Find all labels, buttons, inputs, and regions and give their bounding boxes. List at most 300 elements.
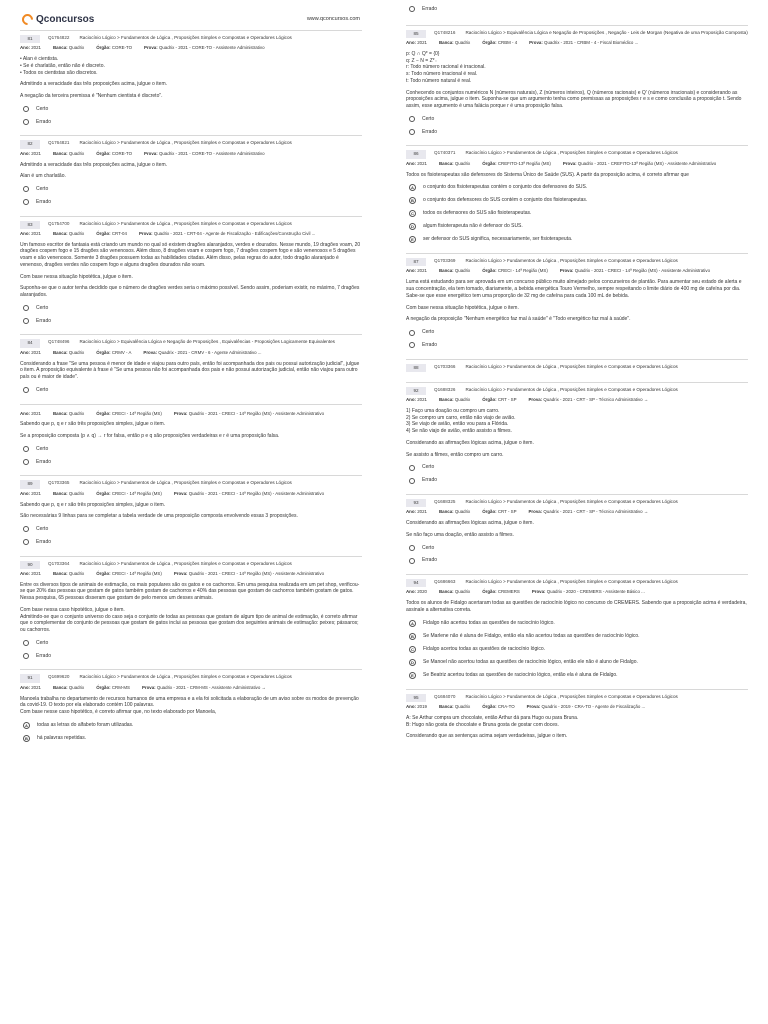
- meta-orgao-value: CRECI - 14ª Região (MS): [111, 490, 162, 496]
- answer-option[interactable]: [409, 236, 748, 243]
- question-id[interactable]: Q1686663: [434, 579, 456, 585]
- option-text: Errado: [36, 198, 52, 205]
- question-id[interactable]: Q1703364: [48, 560, 70, 566]
- meta-orgao[interactable]: Órgão: CORE-TO: [96, 45, 133, 51]
- question-number: 83: [20, 221, 40, 229]
- question-number: 95: [406, 694, 426, 702]
- radio-icon: [409, 330, 415, 336]
- meta-banca-value: Quadrix: [68, 230, 85, 236]
- option-text: Se Beatriz acertou todas as questões de raciocínio lógico, então ela é aluna de Fidalgo.: [423, 671, 618, 678]
- question-card: [20, 556, 362, 660]
- meta-ano-value: 2021: [417, 39, 427, 45]
- meta-prova-value: Quadrix - 2021 - CRECI - 14ª Região (MS) - Assistente Administrativo: [188, 410, 325, 416]
- answer-option[interactable]: [409, 672, 748, 679]
- question-number: 82: [20, 140, 40, 148]
- site-url: www.qconcursos.com: [306, 16, 360, 22]
- radio-icon: [409, 6, 415, 12]
- radio-icon: [23, 539, 29, 545]
- meta-orgao-value: CREFITO-13ª Região (MS): [497, 160, 551, 166]
- question-id[interactable]: Q1684070: [434, 693, 456, 699]
- question-id[interactable]: Q1688325: [434, 498, 456, 504]
- answer-option[interactable]: [23, 387, 362, 394]
- question-list-left: [20, 30, 362, 742]
- radio-icon: [23, 186, 29, 192]
- meta-prova-value: Quadrix - 2021 - CRM-MS - Assistente Administrativo →: [156, 684, 266, 690]
- question-text: Considerando as afirmações lógicas acima, julgue o item.: [406, 439, 534, 446]
- question-body: [20, 421, 362, 440]
- question-text: Admitindo a veracidade das três proposições acima, julgue o item.: [20, 161, 168, 168]
- meta-banca-value: Quadrix: [68, 349, 85, 355]
- meta-prova-value: Quadrix - 2021 - CORE-TO - Assistente Administrativo: [158, 150, 265, 156]
- page-header: [20, 0, 362, 30]
- meta-banca-value: Quadrix: [68, 684, 85, 690]
- question-subject[interactable]: Raciocínio Lógico > Equivalência Lógica e Negação de Proposições , Negação - Leis de Morgan (Negativa de uma Proposição Composta): [465, 29, 748, 35]
- meta-prova[interactable]: Prova: Quadrix - 2021 - CRECI - 14ª Região (MS) - Assistente Administrativo: [559, 268, 711, 274]
- question-header: [20, 339, 362, 347]
- answer-option[interactable]: [409, 557, 748, 564]
- question-text: Luma está estudando para ser aprovada em um concurso público muito almejado pelos concurseiros de plantão. Para aumentar seu estado de alerta e sua concentração, ela tem tomado, diariamente, a bebida energética Touro Vermelho, sempre respeitando o limite diário de 400 mg de cafeína por dia. Sabe-se que esse energético tem uma proporção de 32 mg de cafeína para cada 100 mL de bebida.: [406, 279, 742, 299]
- meta-ano: Ano: 2021: [20, 45, 41, 51]
- logo-text: Qconcursos: [36, 14, 95, 25]
- meta-ano-value: 2021: [31, 150, 41, 156]
- meta-orgao[interactable]: Órgão: CRMV - A: [96, 349, 132, 355]
- option-text: Se Marlene não é aluna de Fidalgo, então ela não acertou todas as questões de raciocínio lógico.: [423, 632, 640, 639]
- meta-ano: Ano: 2021: [20, 410, 41, 416]
- meta-banca-value: Quadrix: [68, 45, 85, 51]
- question-subject[interactable]: Raciocínio Lógico > Fundamentos de Lógica , Proposições Simples e Compostas e Operadores Lógicos: [465, 258, 678, 264]
- answer-option[interactable]: [23, 186, 362, 193]
- meta-prova-value: Quadrix - 2021 - CRT-04 - Agente de Fiscalização - Edificações/Construção Civil ...: [153, 230, 316, 236]
- question-header: [406, 258, 748, 266]
- answer-option[interactable]: [409, 223, 748, 230]
- meta-orgao-value: CREMERS: [497, 589, 520, 595]
- question-card: [20, 669, 362, 741]
- question-card: [406, 25, 748, 136]
- radio-icon: [23, 653, 29, 659]
- question-subject[interactable]: Raciocínio Lógico > Fundamentos de Lógica , Proposições Simples e Compostas e Operadores Lógicos: [79, 560, 292, 566]
- question-meta: [406, 40, 748, 46]
- meta-prova[interactable]: Prova: Quadrix - 2021 - CRECI - 14ª Região (MS) - Assistente Administrativo: [173, 490, 325, 496]
- meta-banca-value: Quadrix: [68, 410, 85, 416]
- meta-prova[interactable]: Prova: Quadrix - 2019 - CRA-TO - Agente de Fiscalização ...: [526, 703, 646, 709]
- meta-ano-value: 2019: [417, 703, 427, 709]
- option-text: Certo: [36, 526, 49, 533]
- question-id[interactable]: Q1748216: [434, 29, 456, 35]
- option-text: Certo: [422, 464, 435, 471]
- question-id[interactable]: Q1703366: [434, 363, 456, 369]
- option-text: Certo: [36, 639, 49, 646]
- meta-banca-value: Quadrix: [454, 589, 471, 595]
- question-text: Todos os fisioterapeutas são defensores do Sistema Único de Saúde (SUS). A partir da proposição acima, é correto afirmar que: [406, 171, 689, 178]
- meta-orgao[interactable]: Órgão: CRECI - 14ª Região (MS): [96, 490, 162, 496]
- answer-option[interactable]: [23, 446, 362, 453]
- question-body: [406, 51, 748, 110]
- question-card: [20, 475, 362, 545]
- meta-orgao-value: CRA-TO: [497, 703, 515, 709]
- question-number: 87: [406, 258, 426, 266]
- question-card: [406, 574, 748, 679]
- question-meta: [406, 589, 748, 595]
- question-body: [20, 56, 362, 100]
- answer-option[interactable]: [23, 318, 362, 325]
- meta-ano: Ano: 2019: [406, 703, 427, 709]
- option-text: Certo: [36, 386, 49, 393]
- meta-orgao-value: CRT - SP: [497, 397, 517, 402]
- right-column: [406, 0, 748, 1024]
- meta-banca[interactable]: Banca: Quadrix: [439, 703, 471, 709]
- question-text: Sabendo que p, q e r são três proposições simples, julgue o item.: [20, 421, 166, 428]
- meta-banca[interactable]: Banca: Quadrix: [439, 39, 471, 45]
- answer-option[interactable]: [409, 116, 748, 123]
- question-text: Se assisto a filmes, então compro um carro.: [406, 451, 504, 458]
- question-header: [20, 480, 362, 488]
- meta-orgao[interactable]: Órgão: CRT - SP: [482, 397, 517, 402]
- option-text: há palavras repetidas.: [37, 734, 87, 741]
- question-number: 91: [20, 674, 40, 682]
- answer-option[interactable]: [23, 539, 362, 546]
- meta-ano: Ano: 2021: [406, 160, 427, 166]
- question-id[interactable]: Q1764822: [48, 35, 70, 40]
- option-text: Certo: [422, 329, 435, 336]
- question-card: [20, 135, 362, 205]
- meta-prova[interactable]: Prova: Quadrix - 2021 - CORE-TO - Assistente Administrativo: [144, 45, 265, 51]
- meta-orgao[interactable]: Órgão: CRBM - 4: [482, 39, 518, 45]
- meta-orgao[interactable]: Órgão: CORE-TO: [96, 150, 133, 156]
- question-card: [406, 359, 748, 372]
- meta-ano: Ano: 2021: [20, 570, 41, 576]
- question-card: [20, 334, 362, 393]
- answer-option[interactable]: [409, 620, 748, 627]
- meta-banca[interactable]: Banca: Quadrix: [53, 684, 85, 690]
- question-subject[interactable]: Raciocínio Lógico > Fundamentos de Lógica , Proposições Simples e Compostas e Operadores Lógicos: [465, 386, 678, 392]
- question-header: [406, 694, 748, 702]
- option-text: Certo: [36, 105, 49, 112]
- answer-option[interactable]: [23, 735, 362, 742]
- radio-icon: [23, 640, 29, 646]
- meta-prova-value: Quadrix - 2021 - CRMV - 6 - Agente Administrativo ...: [158, 349, 262, 355]
- question-subject[interactable]: Raciocínio Lógico > Fundamentos de Lógica , Proposições Simples e Compostas e Operadores Lógicos: [465, 150, 678, 156]
- meta-orgao[interactable]: Órgão: CRECI - 14ª Região (MS): [482, 268, 548, 274]
- meta-orgao-value: CRBM - 4: [497, 39, 518, 45]
- question-text: Manoela trabalha no departamento de recursos humanos de uma empresa e a ela foi solicitada a elaboração de um aviso sobre os modos de prevenção da covid-19. O texto por ela elaborado contém 100 palavras. Com base nesse caso hipotético, é correto afirmar que, no texto elaborado por Manoela,: [20, 695, 359, 716]
- option-text: Errado: [422, 341, 438, 348]
- question-number: 88: [406, 364, 426, 372]
- question-text: A negação da terceira premissa é "Nenhum cientista é discreto".: [20, 93, 163, 100]
- question-text: Admitindo a veracidade das três proposições acima, julgue o item.: [20, 81, 168, 88]
- answer-option[interactable]: [23, 305, 362, 312]
- radio-icon: A: [409, 620, 416, 627]
- radio-icon: [409, 342, 415, 348]
- meta-banca[interactable]: Banca: Quadrix: [53, 150, 85, 156]
- question-subject[interactable]: Raciocínio Lógico > Fundamentos de Lógica , Proposições Simples e Compostas e Operadores Lógicos: [465, 498, 678, 504]
- radio-icon: [23, 305, 29, 311]
- question-card: [406, 689, 748, 740]
- question-body: [406, 600, 748, 614]
- answer-option[interactable]: [409, 633, 748, 640]
- meta-banca[interactable]: Banca: Quadrix: [53, 490, 85, 496]
- question-card: [406, 145, 748, 243]
- meta-ano: Ano: 2020: [406, 589, 427, 595]
- option-text: Certo: [422, 544, 435, 551]
- meta-orgao-value: CRMV - A: [111, 349, 132, 355]
- radio-icon: C: [409, 646, 416, 653]
- meta-prova[interactable]: Prova: Quadrix - 2021 - CRMV - 6 - Agente Administrativo ...: [143, 349, 262, 355]
- meta-banca[interactable]: Banca: Quadrix: [53, 230, 85, 236]
- question-header: [406, 499, 748, 507]
- option-text: Errado: [36, 652, 52, 659]
- meta-ano-value: 2021: [417, 268, 427, 274]
- question-subject[interactable]: Raciocínio Lógico > Fundamentos de Lógica , Proposições Simples e Compostas e Operadores Lógicos: [79, 140, 292, 146]
- question-subject[interactable]: Raciocínio Lógico > Fundamentos de Lógica , Proposições Simples e Compostas e Operadores Lógicos: [79, 220, 292, 226]
- answer-option[interactable]: [409, 184, 748, 191]
- meta-prova-value: Quadrix - 2020 - CREMERS - Assistente Básico ...: [546, 589, 645, 595]
- meta-prova[interactable]: Prova: Quadrix - 2021 - CREFITO-13ª Região (MS) - Assistente Administrativo: [562, 160, 717, 166]
- meta-prova-value: Quadrix - 2021 - CRECI - 14ª Região (MS) - Assistente Administrativo: [188, 490, 325, 496]
- meta-orgao[interactable]: Órgão: CRT - SP: [482, 509, 517, 515]
- question-subject[interactable]: Raciocínio Lógico > Fundamentos de Lógica , Proposições Simples e Compostas e Operadores Lógicos: [79, 35, 292, 40]
- radio-icon: [23, 387, 29, 393]
- question-id[interactable]: Q1754700: [48, 220, 70, 226]
- option-text: o conjunto dos defensores do SUS contém o conjunto dos fisioterapeutas.: [423, 197, 588, 204]
- answer-option[interactable]: [23, 106, 362, 113]
- meta-banca[interactable]: Banca: Quadrix: [439, 160, 471, 166]
- meta-prova[interactable]: Prova: Quadrix - 2021 - CRECI - 14ª Região (MS) - Assistente Administrativo: [173, 570, 325, 576]
- meta-ano: Ano: 2021: [406, 397, 427, 402]
- meta-prova[interactable]: Prova: Quadrix - 2021 - CORE-TO - Assistente Administrativo: [144, 150, 265, 156]
- question-text: Entre os diversos tipos de animais de estimação, os mais populares são os gatos e os cachorros. Em uma pesquisa realizada em um pet shop, verificou-se que 20% das pessoas que gostam de gatos também gostam de cachorros e 40% das pessoas que gostam de cachorros também gostam de gatos. Nessa pesquisa, 65 pessoas disseram que gostam de pelo menos um desses animais.: [20, 581, 360, 602]
- answer-option[interactable]: [409, 6, 748, 13]
- meta-prova-value: Quadrix - 2021 - CRECI - 14ª Região (MS) - Assistente Administrativo: [574, 268, 711, 274]
- option-text: Errado: [422, 477, 438, 484]
- meta-orgao[interactable]: Órgão: CREMERS: [482, 589, 520, 595]
- question-text: Considerando a frase "Se uma pessoa é menor de idade e viajou para outro país, então foi acompanhada dos pais ou possui autorização judicial", julgue o item. A proposição equivalente à frase é "Se uma pessoa não foi acompanhada dos pais e não possui autorização judicial, então não viajou para outro país ou é maior de idade".: [20, 360, 360, 380]
- question-text: p: Q ∩ Q* = {0} q: Z − N = Z*₋ r: Todo número racional é irracional. s: Todo número irracional é real. t: Todo número natural é real.: [406, 50, 486, 84]
- question-id[interactable]: Q1703369: [434, 258, 456, 264]
- meta-orgao[interactable]: Órgão: CRM-MS: [96, 684, 130, 690]
- question-subject[interactable]: Raciocínio Lógico > Equivalência Lógica e Negação de Proposições , Equivalências - Proposições Logicamente Equivalentes: [79, 339, 335, 345]
- meta-prova-value: Quadrix - 2021 - CRT - SP - Técnico Administrativo →: [543, 397, 649, 402]
- question-text: Com base nessa situação hipotética, julgue o item.: [406, 304, 519, 311]
- radio-icon: [23, 446, 29, 452]
- meta-prova-value: Quadrix - 2021 - CORE-TO - Assistente Administrativo: [158, 45, 265, 51]
- meta-ano-value: 2021: [31, 684, 41, 690]
- answer-option[interactable]: [409, 477, 748, 484]
- meta-ano: Ano: 2021: [406, 509, 427, 515]
- meta-prova[interactable]: Prova: Quadrix - 2021 - CRT-04 - Agente de Fiscalização - Edificações/Construção Civil ...: [138, 230, 316, 236]
- question-number: 90: [20, 561, 40, 569]
- question-list-right: [406, 25, 748, 740]
- answer-option[interactable]: [409, 197, 748, 204]
- question-body: [20, 696, 362, 716]
- question-id[interactable]: Q1748496: [48, 339, 70, 345]
- answer-option[interactable]: [409, 129, 748, 136]
- question-header: [406, 387, 748, 395]
- radio-icon: [409, 478, 415, 484]
- option-text: Certo: [36, 445, 49, 452]
- meta-prova[interactable]: Prova: Quadrix - 2021 - CRT - SP - Técnico Administrativo →: [528, 397, 649, 402]
- question-card: [406, 253, 748, 348]
- answer-option[interactable]: [409, 329, 748, 336]
- meta-orgao[interactable]: Órgão: CRECI - 14ª Região (MS): [96, 410, 162, 416]
- question-id[interactable]: Q1740371: [434, 150, 456, 156]
- question-body: [406, 520, 748, 539]
- question-text: Se não faço uma doação, então assisto a filmes.: [406, 531, 514, 538]
- meta-banca[interactable]: Banca: Quadrix: [53, 570, 85, 576]
- option-text: algum fisioterapeuta não é defensor do SUS.: [423, 223, 523, 230]
- option-text: Fidalgo acertou todas as questões de raciocínio lógico.: [423, 645, 546, 652]
- radio-icon: B: [409, 633, 416, 640]
- question-subject[interactable]: Raciocínio Lógico > Fundamentos de Lógica , Proposições Simples e Compostas e Operadores Lógicos: [79, 480, 292, 486]
- option-text: Certo: [36, 304, 49, 311]
- question-meta: [20, 45, 362, 51]
- meta-banca-value: Quadrix: [454, 397, 471, 402]
- meta-ano-value: 2021: [31, 349, 41, 355]
- radio-icon: [409, 558, 415, 564]
- question-header: [406, 150, 748, 158]
- question-header: [406, 364, 748, 372]
- question-meta: [406, 397, 748, 403]
- question-meta: [20, 151, 362, 157]
- question-card: [20, 216, 362, 325]
- meta-banca-value: Quadrix: [68, 490, 85, 496]
- question-header: [20, 140, 362, 148]
- meta-ano: Ano: 2021: [20, 230, 41, 236]
- meta-prova[interactable]: Prova: Quadrix - 2021 - CRECI - 14ª Região (MS) - Assistente Administrativo: [173, 410, 325, 416]
- question-header: [406, 30, 748, 38]
- meta-banca[interactable]: Banca: Quadrix: [439, 268, 471, 274]
- answer-option[interactable]: [409, 646, 748, 653]
- question-body: [20, 242, 362, 299]
- meta-ano-value: 2021: [31, 490, 41, 496]
- meta-orgao[interactable]: Órgão: CRA-TO: [482, 703, 515, 709]
- question-id[interactable]: Q1688326: [434, 386, 456, 392]
- meta-banca[interactable]: Banca: Quadrix: [439, 589, 471, 595]
- meta-banca[interactable]: Banca: Quadrix: [439, 397, 471, 402]
- option-text: todas as letras do alfabeto foram utilizadas.: [37, 721, 134, 728]
- question-text: Considerando as afirmações lógicas acima, julgue o item.: [406, 520, 534, 527]
- meta-orgao-value: CRT-04: [111, 230, 127, 236]
- meta-orgao[interactable]: Órgão: CRT-04: [96, 230, 127, 236]
- meta-prova[interactable]: Prova: Quadrix - 2020 - CREMERS - Assistente Básico ...: [531, 589, 645, 595]
- meta-prova-value: Quadrix - 2019 - CRA-TO - Agente de Fiscalização ...: [541, 703, 646, 709]
- question-text: Considerando que as sentenças acima sejam verdadeiras, julgue o item.: [406, 733, 568, 740]
- question-header: [20, 221, 362, 229]
- meta-orgao[interactable]: Órgão: CREFITO-13ª Região (MS): [482, 160, 551, 166]
- radio-icon: B: [409, 197, 416, 204]
- logo[interactable]: [22, 13, 94, 27]
- meta-banca-value: Quadrix: [454, 160, 471, 166]
- meta-banca-value: Quadrix: [454, 509, 471, 515]
- meta-prova[interactable]: Prova: Quadrix - 2021 - CRBM - 4 - Fiscal Biomédico ...: [529, 39, 639, 45]
- meta-prova[interactable]: Prova: Quadrix - 2021 - CRT - SP - Técnico Administrativo →: [528, 509, 649, 515]
- radio-icon: D: [409, 223, 416, 230]
- meta-orgao[interactable]: Órgão: CRECI - 14ª Região (MS): [96, 570, 162, 576]
- meta-banca[interactable]: Banca: Quadrix: [53, 410, 85, 416]
- option-text: Errado: [36, 118, 52, 125]
- question-body: [406, 715, 748, 740]
- question-id[interactable]: Q1764821: [48, 140, 70, 146]
- option-text: Errado: [36, 458, 52, 465]
- question-subject[interactable]: Raciocínio Lógico > Fundamentos de Lógica , Proposições Simples e Compostas e Operadores Lógicos: [465, 363, 678, 369]
- option-text: ser defensor do SUS significa, necessariamente, ser fisioterapeuta.: [423, 236, 573, 243]
- meta-ano-value: 2021: [417, 160, 427, 166]
- question-meta: [406, 704, 748, 710]
- meta-banca[interactable]: Banca: Quadrix: [53, 45, 85, 51]
- answer-option[interactable]: [23, 459, 362, 466]
- radio-icon: [23, 199, 29, 205]
- meta-banca[interactable]: Banca: Quadrix: [439, 509, 471, 515]
- question-text: Suponha-se que o autor tenha decidido que o número de dragões verdes seria o máximo possível. Sendo assim, poderiam existir, no máximo, 7 dragões alaranjados.: [20, 285, 360, 299]
- answer-option[interactable]: [409, 545, 748, 552]
- question-number: 86: [406, 150, 426, 158]
- meta-orgao-value: CRT - SP: [497, 509, 517, 515]
- meta-orgao-value: CRM-MS: [111, 684, 130, 690]
- answer-option[interactable]: [23, 640, 362, 647]
- question-meta: [20, 231, 362, 237]
- radio-icon: [409, 465, 415, 471]
- question-number: 89: [20, 480, 40, 488]
- question-header: [20, 561, 362, 569]
- question-text: Sabendo que p, q e r são três proposições simples, julgue o item.: [20, 501, 166, 508]
- answer-option[interactable]: [23, 653, 362, 660]
- radio-icon: [409, 129, 415, 135]
- answer-option[interactable]: [409, 659, 748, 666]
- meta-ano: Ano: 2021: [406, 268, 427, 274]
- question-body: [406, 172, 748, 179]
- meta-prova-value: Quadrix - 2021 - CREFITO-13ª Região (MS) - Assistente Administrativo: [577, 160, 717, 166]
- question-body: [20, 502, 362, 521]
- answer-option[interactable]: [409, 210, 748, 217]
- meta-banca-value: Quadrix: [454, 268, 471, 274]
- answer-option[interactable]: [409, 464, 748, 471]
- question-meta: [20, 411, 362, 417]
- question-number: 94: [406, 579, 426, 587]
- option-text: Se Manoel não acertou todas as questões de raciocínio lógico, então ele não é aluno de Fidalgo.: [423, 658, 638, 665]
- question-meta: [406, 268, 748, 274]
- answer-option[interactable]: [23, 199, 362, 206]
- question-number: 85: [406, 30, 426, 38]
- meta-orgao-value: CRECI - 14ª Região (MS): [497, 268, 548, 274]
- question-number: 92: [406, 387, 426, 395]
- question-body: [406, 279, 748, 323]
- answer-option[interactable]: [23, 722, 362, 729]
- question-subject[interactable]: Raciocínio Lógico > Fundamentos de Lógica , Proposições Simples e Compostas e Operadores Lógicos: [465, 693, 678, 699]
- question-text: 1) Faço uma doação ou compro um carro. 2) Se compro um carro, então não viajo de avião. 3) Se viajo de avião, então vou para a Flórida. 4) Se não viajo de avião, então assisto a filmes.: [406, 407, 516, 435]
- meta-ano-value: 2020: [417, 589, 427, 595]
- answer-option[interactable]: [23, 526, 362, 533]
- question-id[interactable]: Q1703365: [48, 480, 70, 486]
- meta-banca-value: Quadrix: [68, 150, 85, 156]
- meta-prova[interactable]: Prova: Quadrix - 2021 - CRM-MS - Assistente Administrativo →: [141, 684, 266, 690]
- question-subject[interactable]: Raciocínio Lógico > Fundamentos de Lógica , Proposições Simples e Compostas e Operadores Lógicos: [465, 579, 678, 585]
- answer-option[interactable]: [409, 342, 748, 349]
- meta-orgao-value: CORE-TO: [111, 150, 133, 156]
- question-header: [406, 579, 748, 587]
- answer-option[interactable]: [23, 119, 362, 126]
- question-id[interactable]: Q1699620: [48, 674, 70, 680]
- radio-icon: C: [409, 210, 416, 217]
- question-subject[interactable]: Raciocínio Lógico > Fundamentos de Lógica , Proposições Simples e Compostas e Operadores Lógicos: [79, 674, 292, 680]
- meta-banca[interactable]: Banca: Quadrix: [53, 349, 85, 355]
- option-text: Errado: [422, 6, 438, 12]
- radio-icon: B: [23, 735, 30, 742]
- question-body: [20, 582, 362, 634]
- option-text: Errado: [422, 557, 438, 564]
- radio-icon: [23, 459, 29, 465]
- radio-icon: A: [23, 722, 30, 729]
- left-column: [20, 0, 362, 1024]
- option-text: Errado: [422, 128, 438, 135]
